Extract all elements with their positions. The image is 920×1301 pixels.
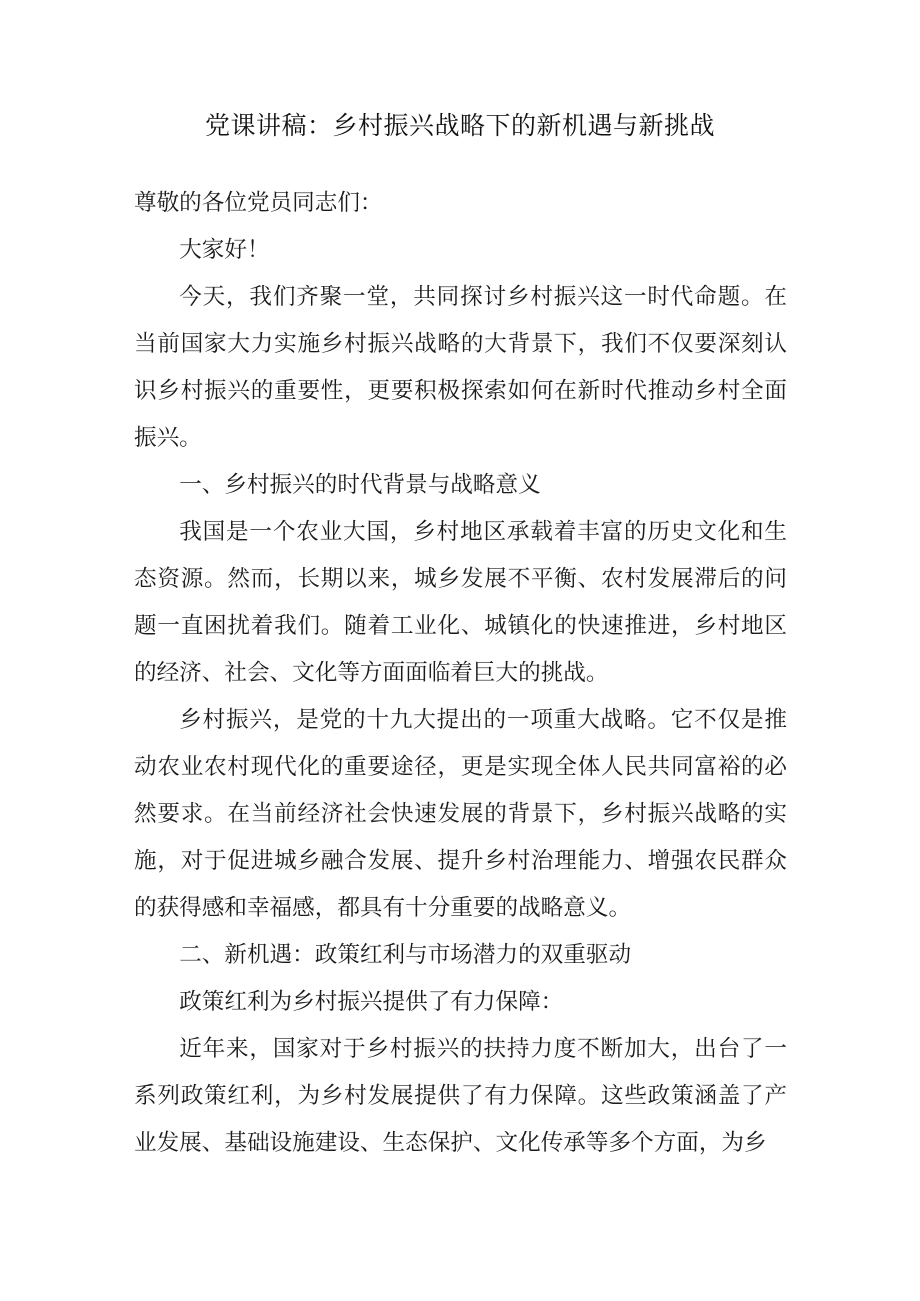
paragraph-significance: 乡村振兴，是党的十九大提出的一项重大战略。它不仅是推动农业农村现代化的重要途径，更是实现全体人民共同富裕的必然要求。在当前经济社会快速发展的背景下，乡村振兴战略的实施，对于促进城乡融合发展、提升乡村治理能力、增强农民群众的获得感和幸福感，都具有十分重要的战略意义。 (134, 707, 787, 921)
document-body (134, 180, 787, 1167)
paragraph-background: 我国是一个农业大国，乡村地区承载着丰富的历史文化和生态资源。然而，长期以来，城乡发展不平衡、农村发展滞后的问题一直困扰着我们。随着工业化、城镇化的快速推进，乡村地区的经济、社会、文化等方面面临着巨大的挑战。 (134, 519, 787, 686)
document-title: 党课讲稿：乡村振兴战略下的新机遇与新挑战 (204, 111, 715, 140)
section-heading-1: 一、乡村振兴的时代背景与战略意义 (179, 472, 541, 498)
paragraph-greeting: 大家好！ (179, 237, 270, 263)
paragraph-policy-detail: 近年来，国家对于乡村振兴的扶持力度不断加大，出台了一系列政策红利，为乡村发展提供了有力保障。这些政策涵盖了产业发展、基础设施建设、生态保护、文化传承等多个方面，为乡 (134, 1036, 787, 1156)
section-heading-2: 二、新机遇：政策红利与市场潜力的双重驱动 (179, 942, 632, 968)
paragraph-salutation: 尊敬的各位党员同志们： (134, 190, 383, 216)
paragraph-intro: 今天，我们齐聚一堂，共同探讨乡村振兴这一时代命题。在当前国家大力实施乡村振兴战略的大背景下，我们不仅要深刻认识乡村振兴的重要性，更要积极探索如何在新时代推动乡村全面振兴。 (134, 284, 787, 451)
paragraph-policy-lead: 政策红利为乡村振兴提供了有力保障： (179, 989, 564, 1015)
